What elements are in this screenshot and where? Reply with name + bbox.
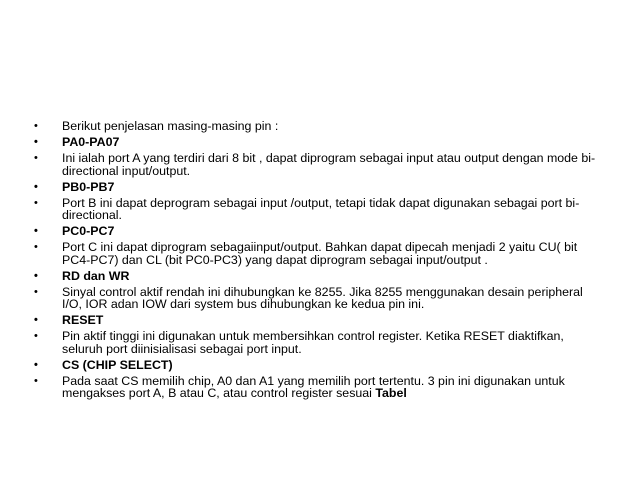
bullet-item [30,120,600,133]
pin-heading: PA0-PA07 [62,134,120,149]
bullet-dot-icon: • [34,269,38,282]
bullet-item [30,225,600,238]
bullet-item [30,152,600,177]
bullet-dot-icon: • [34,196,38,209]
bullet-item [30,181,600,194]
bullet-item [30,314,600,327]
bullet-text: Pada saat CS memilih chip, A0 dan A1 yang memilih port tertentu. 3 pin ini digunakan untuk mengakses port A, B atau C, atau control register sesuai [62,373,565,401]
bullet-dot-icon: • [34,225,38,238]
bullet-item [30,330,600,355]
bullet-item [30,375,600,400]
table-reference: Tabel [375,386,407,401]
bullet-text: Pin aktif tinggi ini digunakan untuk membersihkan control register. Ketika RESET diaktifkan, seluruh port diinisialisasi sebagai port input. [62,329,564,356]
bullet-text: Ini ialah port A yang terdiri dari 8 bit , dapat diprogram sebagai input atau output dengan mode bi-directional input/output. [62,150,596,178]
bullet-text: Port B ini dapat deprogram sebagai input /output, tetapi tidak dapat digunakan sebagai port bi-directional. [62,195,580,223]
bullet-text: Berikut penjelasan masing-masing pin : [62,119,279,133]
pin-heading: RESET [62,313,104,328]
pin-heading: RD dan WR [62,268,130,283]
bullet-dot-icon: • [34,241,38,254]
bullet-dot-icon: • [34,151,38,164]
bullet-item [30,197,600,222]
bullet-item [30,286,600,311]
bullet-dot-icon: • [34,120,38,132]
bullet-list [30,120,600,403]
bullet-dot-icon: • [34,180,38,193]
bullet-item [30,241,600,266]
pin-heading: PC0-PC7 [62,224,115,239]
pin-heading: CS (CHIP SELECT) [62,357,173,372]
bullet-item [30,136,600,149]
bullet-text: Sinyal control aktif rendah ini dihubungkan ke 8255. Jika 8255 menggunakan desain peripheral I/O, IOR adan IOW dari system bus dihubungkan ke kedua pin ini. [62,284,583,312]
bullet-text: Port C ini dapat diprogram sebagaiinput/output. Bahkan dapat dipecah menjadi 2 yaitu CU( bit PC4-PC7) dan CL (bit PC0-PC3) yang dapat diprogram sebagai input/output . [62,240,578,267]
bullet-dot-icon: • [34,314,38,327]
bullet-dot-icon: • [34,285,38,298]
bullet-dot-icon: • [34,374,38,387]
bullet-dot-icon: • [34,330,38,343]
bullet-item [30,359,600,372]
bullet-dot-icon: • [34,358,38,371]
pin-heading: PB0-PB7 [62,179,115,194]
bullet-dot-icon: • [34,135,38,148]
bullet-item [30,270,600,283]
